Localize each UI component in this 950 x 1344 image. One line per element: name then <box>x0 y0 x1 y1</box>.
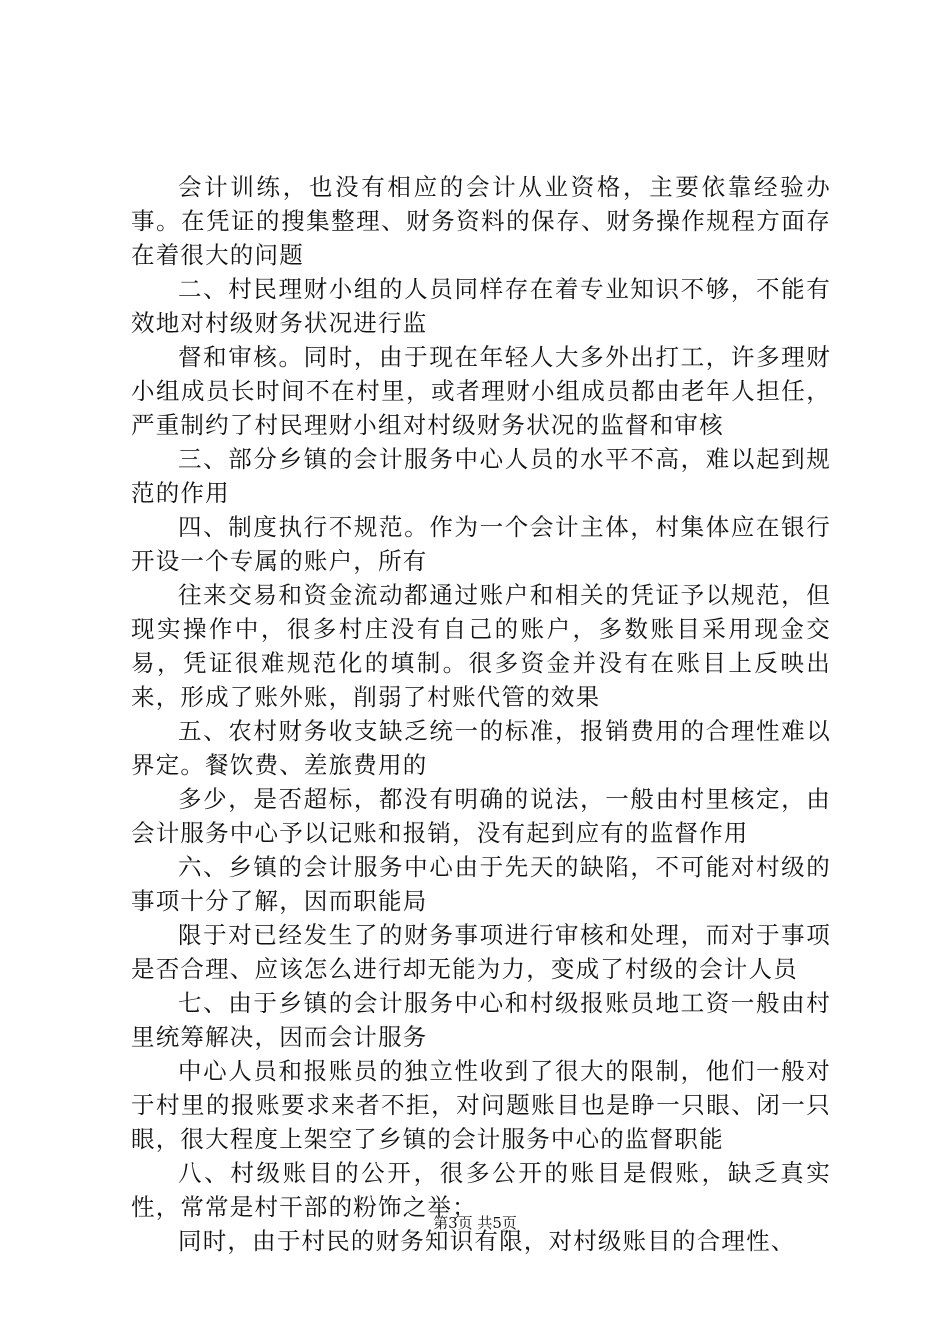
paragraph: 往来交易和资金流动都通过账户和相关的凭证予以规范，但现实操作中，很多村庄没有自己的账户，多数账目采用现金交易，凭证很难规范化的填制。很多资金并没有在账目上反映出来，形成了账外账，削弱了村账代管的效果 <box>131 581 831 711</box>
document-body <box>131 170 831 1258</box>
paragraph: 二、村民理财小组的人员同样存在着专业知识不够，不能有效地对村级财务状况进行监 <box>131 275 831 337</box>
paragraph: 会计训练，也没有相应的会计从业资格，主要依靠经验办事。在凭证的搜集整理、财务资料的保存、财务操作规程方面存在着很大的问题 <box>131 173 831 269</box>
paragraph: 六、乡镇的会计服务中心由于先天的缺陷，不可能对村级的事项十分了解，因而职能局 <box>131 853 831 915</box>
paragraph: 八、村级账目的公开，很多公开的账目是假账，缺乏真实性，常常是村干部的粉饰之举； <box>131 1159 831 1221</box>
page-number-footer: 第3页 共5页 <box>433 1214 517 1232</box>
paragraph: 中心人员和报账员的独立性收到了很大的限制，他们一般对于村里的报账要求来者不拒，对问题账目也是睁一只眼、闭一只眼，很大程度上架空了乡镇的会计服务中心的监督职能 <box>131 1057 831 1153</box>
paragraph: 五、农村财务收支缺乏统一的标准，报销费用的合理性难以界定。餐饮费、差旅费用的 <box>131 717 831 779</box>
paragraph: 七、由于乡镇的会计服务中心和村级报账员地工资一般由村里统筹解决，因而会计服务 <box>131 989 831 1051</box>
paragraph: 同时，由于村民的财务知识有限，对村级账目的合理性、 <box>178 1227 796 1255</box>
paragraph: 四、制度执行不规范。作为一个会计主体，村集体应在银行开设一个专属的账户，所有 <box>131 513 831 575</box>
paragraph: 三、部分乡镇的会计服务中心人员的水平不高，难以起到规范的作用 <box>131 445 831 507</box>
paragraph: 多少，是否超标，都没有明确的说法，一般由村里核定，由会计服务中心予以记账和报销，没有起到应有的监督作用 <box>131 785 831 847</box>
paragraph: 限于对已经发生了的财务事项进行审核和处理，而对于事项是否合理、应该怎么进行却无能为力，变成了村级的会计人员 <box>131 921 831 983</box>
paragraph: 督和审核。同时，由于现在年轻人大多外出打工，许多理财小组成员长时间不在村里，或者理财小组成员都由老年人担任，严重制约了村民理财小组对村级财务状况的监督和审核 <box>131 343 831 439</box>
